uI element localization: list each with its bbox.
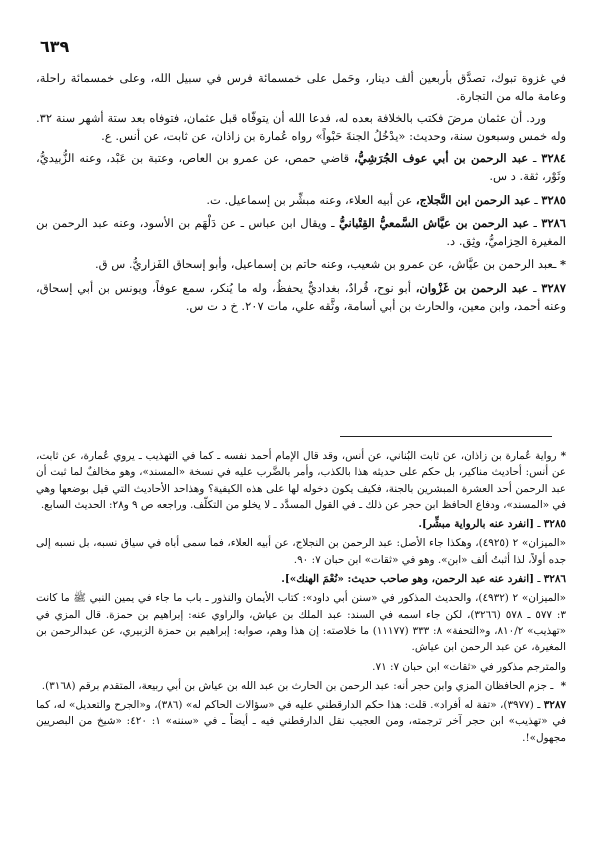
footnote: ٣٢٨٥ ـ [انفرد عنه بالرواية مبشِّر].	[418, 518, 566, 531]
main-paragraph: ورد. أن عثمان مرضَ فكتب بالخلافة بعده له، فدعا الله أن يتوفّاه قبل عثمان، فتوفاه بعد ستة أشهر سنة ٣٢. وله خمس وسبعون سنة، وحديث: «يدْخُلُ الجنةَ حَبْواً» رواه عُمارة بن زاذان، عن ثابت، عن أنس. ع.	[36, 111, 566, 143]
entry-number: ٣٢٨٤	[541, 151, 566, 166]
star-entry-text: عبد الرحمن بن عيَّاش، عن عمرو بن شعيب، وعنه حاتم بن إسماعيل، وأبو إسحاق الفَزاريُّ. س ق.	[95, 257, 553, 272]
entry-text: ـ ويقال ابن عباس ـ عن دَلْهَم بن الأسود، وعنه عبد الرحمن بن المغيرة الحِزاميُّ، وثِق. د.	[36, 216, 566, 248]
footnote	[36, 448, 566, 513]
footnote: «الميزان» ٢ (٤٩٣٢)، والحديث المذكور في «سنن أبي داود»: كتاب الأيمان والنذور ـ باب ما جاء في يمين النبي ﷺ ما كانت ٣: ٥٧٧ ـ ٥٧٨ (٣٢٦٦)، لكن جاء اسمه في السند: عبد الملك بن عياش، والراوي عنه: إبراهيم بن حمزة. قال المزي في «تهذيب» ٨١٠/٢، و«التحفة» ٨: ٣٣٣ (١١١٧٧) ما خلاصته: إن هذا وهم، صوابه: إبراهيم بن حمزة الزبيري، عن عبدالرحمن بن المغيرة، عن عبد الرحمن ابن عياش.	[36, 592, 567, 654]
entry-name: عبد الرحمن ابن النَّجلاج،	[415, 192, 531, 207]
footnote: * ـ جزم الحافظان المزي وابن حجر أنه: عبد الرحمن بن الحارث بن عبد الله بن عياش بن أبي ربيعة، المتقدم برقم (٣١٦٨).	[41, 679, 566, 692]
footnote-divider	[340, 436, 552, 437]
entry-text: عن أبيه العلاء، وعنه مبشِّر بن إسماعيل. ت.	[206, 192, 416, 207]
footnote: ٣٢٨٧ ـ (٣٩٧٧)، «تفة له أفراد». قلت: هذا حكم الدارقطني عليه في «سؤالات الحاكم له» (٣٨٦)، و«الجرح والتعديل» له، كما في «تهذيب» ابن حجر آخر ترجمته، ومن العجيب نقل الدارقطني فيه ـ أيضاً ـ في «سننه» ١: ٤٢٠: «شيخ من البصريين مجهول»!.	[36, 699, 566, 744]
footnote-number: ٣٢٨٧	[543, 699, 566, 712]
footnotes	[36, 448, 566, 749]
footnote-number: ٣٢٨٥	[543, 518, 566, 531]
footnote-text: رواية عُمارة بن زاذان، عن ثابت البُناني، عن أنس، وقد قال الإمام أحمد نفسه ـ كما في التهذيب ـ يروي عُمارة، عن ثابت، عن أنس: أحاديث مناكير، بل حكم على حديثه هذا بالكذب، وأمر بالضَّرب عليه في نسخة «المسند»، وهو مخالفٌ لما ثبت أن عبد الرحمن أحد العشرة المبشرين بالجنة، فكيف يكون دخوله لها على هذه الكيفية؟ وهذاحد الأحاديث التي قيل بوضعها وهي في «المسند»، ودفاع الحافظ ابن حجر عن ذلك ـ في القول المسدَّد ـ لا يخلو من التكلّف. وراجعه ص ٩ و٢٨: الحديث السابع.	[36, 450, 566, 511]
footnote-text: جزم الحافظان المزي وابن حجر أنه: عبد الرحمن بن الحارث بن عبد الله بن عياش بن أبي ربيعة، المتقدم برقم (٣١٦٨).	[41, 679, 547, 692]
entry-number: ٣٢٨٧	[541, 280, 566, 295]
biography-entry: ٣٢٨٤ ـ عبد الرحمن بن أبي عوف الجُرَشِيُّ، قاضي حمص، عن عمرو بن العاص، وعتبة بن عَبْد، وعنه الزُّبيديُّ، وثَوْر، ثقة. د س.	[36, 151, 566, 183]
footnote-heading: [انفرد عنه عبد الرحمن، وهو صاحب حديث: «نُعْمَ الهنك»].	[281, 573, 535, 586]
footnote: ٣٢٨٦ ـ [انفرد عنه عبد الرحمن، وهو صاحب حديث: «نُعْمَ الهنك»].	[281, 573, 566, 586]
footnote-number: ٣٢٨٦	[543, 573, 566, 586]
main-text	[36, 70, 566, 321]
footnote-heading: [انفرد عنه بالرواية مبشِّر].	[418, 518, 535, 531]
biography-entry: ٣٢٨٦ ـ عبد الرحمن بن عيَّاش السَّمعيُّ القِتْبانيُّ ـ ويقال ابن عباس ـ عن دَلْهَم بن الأسود، وعنه عبد الرحمن بن المغيرة الحِزاميُّ، وثِق. د.	[36, 216, 566, 248]
asterisk-icon: *	[560, 679, 566, 692]
main-paragraph: في غزوة تبوك، تصدَّق بأربعين ألف دينار، وحَمل على خمسمائة فرس في سبيل الله، وعلى خمسمائة راحلة، وعامة ماله من التجارة.	[36, 71, 566, 103]
entry-text: أبو نوح، قُرادٌ، بغداديٌّ يحفظُ، وله ما يُنكر، سمع عوفاً، ويونس بن أبي إسحاق، وعنه أحمد، وابن معين، والحارث بن أبي أسامة، وثَّقه علي، مات ٢٠٧. خ د ت س.	[36, 280, 566, 313]
footnote: والمترجم مذكور في «ثقات» ابن حبان ٧: ٧١.	[372, 660, 566, 673]
entry-number: ٣٢٨٥	[541, 192, 566, 207]
footnote-text: (٣٩٧٧)، «تفة له أفراد». قلت: هذا حكم الدارقطني عليه في «سؤالات الحاكم له» (٣٨٦)، و«الجرح والتعديل» له، كما في «تهذيب» ابن حجر آخر ترجمته، ومن العجيب نقل الدارقطني فيه ـ أيضاً ـ في «سننه» ١: ٤٢٠: «شيخ من البصريين مجهول»!.	[36, 699, 566, 744]
star-entry: * ـعبد الرحمن بن عيَّاش، عن عمرو بن شعيب، وعنه حاتم بن إسماعيل، وأبو إسحاق الفَزاريُّ. س ق.	[95, 257, 566, 272]
biography-entry: ٣٢٨٧ ـ عبد الرحمن بن غَزْوان، أبو نوح، قُرادٌ، بغداديٌّ يحفظُ، وله ما يُنكر، سمع عوفاً، ويونس بن أبي إسحاق، وعنه أحمد، وابن معين، والحارث بن أبي أسامة، وثَّقه علي، مات ٢٠٧. خ د ت س.	[36, 280, 566, 313]
asterisk-icon: *	[559, 257, 566, 272]
biography-entry: ٣٢٨٥ ـ عبد الرحمن ابن النَّجلاج، عن أبيه العلاء، وعنه مبشِّر بن إسماعيل. ت.	[206, 192, 566, 207]
page-number: ٦٣٩	[40, 37, 70, 56]
entry-text: قاضي حمص، عن عمرو بن العاص، وعتبة بن عَبْد، وعنه الزُّبيديُّ، وثَوْر، ثقة. د س.	[36, 151, 566, 183]
footnote: «الميزان» ٢ (٤٩٢٥)، وهكذا جاء الأصل: عبد الرحمن بن النجلاج، عن أبيه العلاء، فما سمى أباه في سياق نسبه، بل نسبه إلى جده أولاً، لذا أثبتُ ألف «ابن». وهو في «ثقات» ابن حبان ٧: ٩٠.	[36, 537, 566, 566]
asterisk-icon: *	[560, 450, 566, 462]
entry-number: ٣٢٨٦	[541, 216, 566, 231]
entry-name: عبد الرحمن بن عيَّاش السَّمعيُّ القِتْبانيُّ	[338, 216, 530, 231]
entry-name: عبد الرحمن بن غَزْوان،	[415, 280, 529, 295]
entry-name: عبد الرحمن بن أبي عوف الجُرَشِيُّ،	[354, 151, 529, 166]
